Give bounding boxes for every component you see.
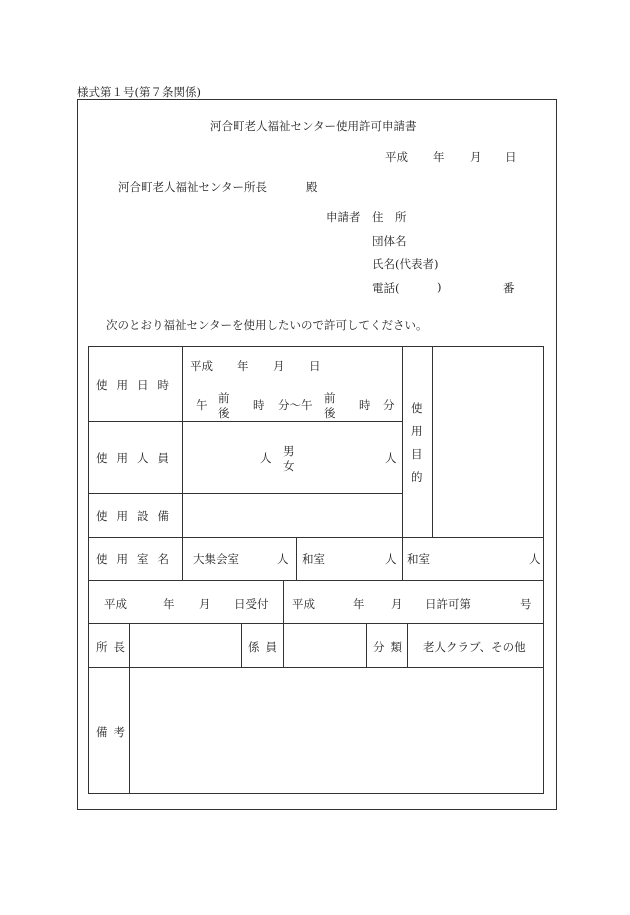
purpose-char-3: 目 xyxy=(411,447,423,461)
room1-unit: 人 xyxy=(277,552,289,566)
users-unit-2: 人 xyxy=(385,451,397,465)
addressee-honorific: 殿 xyxy=(306,180,318,194)
date-day: 日 xyxy=(505,150,517,164)
usage-era: 平成 xyxy=(190,359,213,373)
receipt-month: 月 xyxy=(199,597,211,611)
usage-min-2: 分 xyxy=(383,398,395,412)
purpose-char-4: 的 xyxy=(411,470,423,484)
usage-year: 年 xyxy=(237,359,249,373)
category-label: 分類 xyxy=(373,640,408,654)
usage-date-label: 使用日時 xyxy=(96,378,178,392)
form-number: 様式第１号(第７条関係) xyxy=(77,85,201,99)
permit-month: 月 xyxy=(391,597,403,611)
rooms-label: 使用室名 xyxy=(96,552,178,566)
category-value: 老人クラブ、その他 xyxy=(423,640,526,654)
permit-day: 日許可第 xyxy=(425,597,471,611)
applicant-address: 住 所 xyxy=(372,210,407,224)
purpose-char-1: 使 xyxy=(411,401,423,415)
usage-min-tilde: 分〜午 xyxy=(278,398,313,412)
usage-day: 日 xyxy=(309,359,321,373)
users-male: 男 xyxy=(283,444,295,458)
usage-hour-1: 時 xyxy=(253,398,265,412)
applicant-name: 氏名(代表者) xyxy=(372,257,439,271)
applicant-phone: 電話( xyxy=(372,281,400,295)
applicant-organization: 団体名 xyxy=(372,234,407,248)
receipt-year: 年 xyxy=(163,597,175,611)
room3-unit: 人 xyxy=(529,552,541,566)
form-title: 河合町老人福祉センター使用許可申請書 xyxy=(210,119,417,133)
permit-era: 平成 xyxy=(292,597,315,611)
intro-text: 次のとおり福祉センターを使用したいので許可してください。 xyxy=(106,318,428,332)
users-unit-1: 人 xyxy=(260,451,272,465)
purpose-char-2: 用 xyxy=(411,424,423,438)
usage-am-1: 前 xyxy=(218,391,230,405)
room2-unit: 人 xyxy=(385,552,397,566)
addressee-name: 河合町老人福祉センター所長 xyxy=(118,180,268,194)
usage-pm-2: 後 xyxy=(324,406,336,420)
staff-label: 係員 xyxy=(248,640,283,654)
permit-number-suffix: 号 xyxy=(520,597,532,611)
receipt-day: 日受付 xyxy=(234,597,269,611)
receipt-era: 平成 xyxy=(104,597,127,611)
applicant-phone-suffix: 番 xyxy=(503,281,515,295)
usage-am-2: 前 xyxy=(324,391,336,405)
users-label: 使用人員 xyxy=(96,451,178,465)
date-year: 年 xyxy=(433,150,445,164)
room2-name: 和室 xyxy=(302,552,325,566)
permit-year: 年 xyxy=(353,597,365,611)
remarks-label: 備考 xyxy=(96,725,131,739)
room3-name: 和室 xyxy=(407,552,430,566)
usage-hour-2: 時 xyxy=(359,398,371,412)
usage-month: 月 xyxy=(273,359,285,373)
date-era: 平成 xyxy=(385,150,408,164)
usage-pm-1: 後 xyxy=(218,406,230,420)
room1-name: 大集会室 xyxy=(193,552,239,566)
usage-ampm-1: 午 xyxy=(196,398,208,412)
applicant-label: 申請者 xyxy=(326,210,361,224)
applicant-phone-close: ) xyxy=(437,280,442,294)
users-female: 女 xyxy=(283,459,295,473)
equipment-label: 使用設備 xyxy=(96,509,178,523)
director-label: 所長 xyxy=(96,640,131,654)
date-month: 月 xyxy=(470,150,482,164)
